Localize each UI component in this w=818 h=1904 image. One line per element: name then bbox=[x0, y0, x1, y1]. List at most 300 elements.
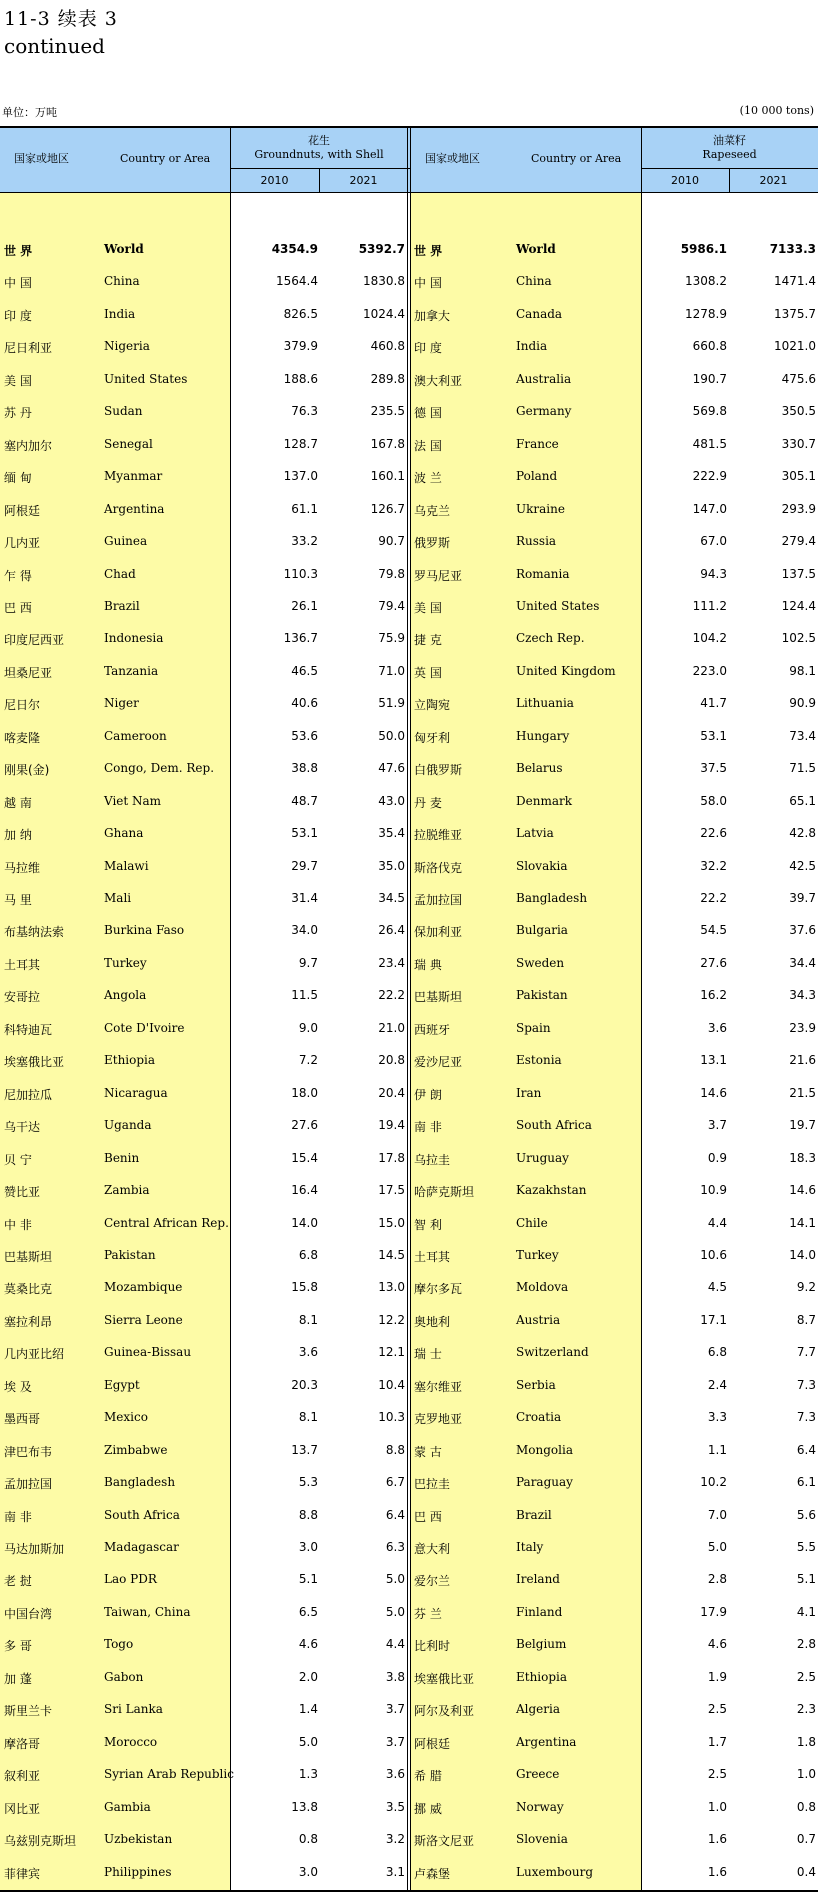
cell-rapeseed-2021: 14.1 bbox=[789, 1215, 816, 1230]
cell-groundnuts-2021: 22.2 bbox=[378, 988, 405, 1003]
cell-country-cn: 马达加斯加 bbox=[4, 1542, 65, 1556]
cell-rapeseed-2021: 8.7 bbox=[796, 1312, 816, 1327]
cell-country-cn: 巴基斯坦 bbox=[4, 1249, 53, 1264]
table-row bbox=[0, 1076, 818, 1108]
cell-country-cn: 埃塞俄比亚 bbox=[4, 1055, 65, 1070]
cell-country-en: Chad bbox=[104, 566, 136, 581]
cell-rapeseed-2010: 1.1 bbox=[707, 1442, 727, 1457]
cell-country-cn: 巴基斯坦 bbox=[414, 990, 463, 1005]
cell-rapeseed-2010: 17.1 bbox=[700, 1312, 727, 1327]
table-row bbox=[0, 329, 818, 361]
cell-country-en: India bbox=[104, 306, 136, 321]
cell-groundnuts-2010: 38.8 bbox=[291, 761, 318, 776]
cell-rapeseed-2010: 58.0 bbox=[700, 793, 727, 808]
table-row bbox=[0, 1660, 818, 1692]
cell-country-cn: 立陶宛 bbox=[414, 698, 451, 713]
cell-country-cn: 乌干达 bbox=[4, 1120, 41, 1135]
cell-country-cn: 土耳其 bbox=[4, 957, 41, 972]
cell-rapeseed-2010: 7.0 bbox=[707, 1507, 727, 1522]
cell-rapeseed-2010: 481.5 bbox=[692, 436, 727, 451]
cell-country-en: Sudan bbox=[104, 404, 143, 419]
cell-country-en: Tanzania bbox=[104, 663, 159, 678]
cell-country-cn: 世 界 bbox=[414, 244, 443, 258]
cell-rapeseed-2010: 27.6 bbox=[700, 955, 727, 970]
table-row bbox=[0, 394, 818, 426]
cell-country-en: Ireland bbox=[516, 1572, 560, 1587]
cell-country-cn: 莫桑比克 bbox=[4, 1282, 53, 1297]
cell-country-cn: 伊 朗 bbox=[414, 1087, 442, 1102]
cell-groundnuts-2021: 6.4 bbox=[385, 1507, 405, 1522]
cell-country-cn: 瑞 典 bbox=[414, 957, 442, 972]
table-row bbox=[0, 1011, 818, 1043]
cell-country-cn: 摩洛哥 bbox=[4, 1736, 41, 1751]
cell-rapeseed-2010: 94.3 bbox=[700, 566, 727, 581]
cell-rapeseed-2021: 18.3 bbox=[789, 1150, 816, 1165]
cell-groundnuts-2010: 128.7 bbox=[283, 436, 318, 451]
cell-groundnuts-2021: 50.0 bbox=[378, 728, 405, 743]
cell-rapeseed-2010: 1.9 bbox=[707, 1669, 727, 1684]
cell-groundnuts-2010: 15.4 bbox=[291, 1150, 318, 1165]
cell-country-cn: 埃 及 bbox=[4, 1379, 32, 1394]
cell-country-en: Brazil bbox=[516, 1507, 552, 1522]
cell-country-en: Turkey bbox=[516, 1247, 559, 1262]
cell-rapeseed-2010: 32.2 bbox=[700, 858, 727, 873]
header-country-en-left: Country or Area bbox=[120, 152, 211, 165]
header-groundnuts-en: Groundnuts, with Shell bbox=[254, 148, 384, 161]
cell-country-cn: 斯洛伐克 bbox=[414, 860, 463, 875]
table-row bbox=[0, 1498, 818, 1530]
cell-country-cn: 摩尔多瓦 bbox=[414, 1282, 463, 1297]
cell-country-cn: 哈萨克斯坦 bbox=[414, 1185, 475, 1200]
cell-country-en: Ethiopia bbox=[104, 1053, 156, 1068]
cell-rapeseed-2021: 7.7 bbox=[796, 1345, 816, 1360]
cell-country-cn: 巴 西 bbox=[4, 600, 32, 615]
table-row bbox=[0, 1173, 818, 1205]
cell-country-en: Pakistan bbox=[104, 1247, 156, 1262]
cell-groundnuts-2010: 379.9 bbox=[283, 339, 318, 354]
cell-country-cn: 爱沙尼亚 bbox=[414, 1055, 463, 1070]
cell-country-en: Argentina bbox=[516, 1734, 577, 1749]
table-row bbox=[0, 978, 818, 1010]
cell-country-en: Lithuania bbox=[516, 696, 574, 711]
cell-groundnuts-2021: 79.8 bbox=[378, 566, 405, 581]
cell-country-cn: 俄罗斯 bbox=[414, 536, 451, 551]
table-row bbox=[0, 1465, 818, 1497]
cell-rapeseed-2021: 42.8 bbox=[789, 826, 816, 841]
cell-country-en: Poland bbox=[516, 469, 558, 484]
header-bottom-rule bbox=[0, 192, 818, 193]
cell-rapeseed-2010: 223.0 bbox=[692, 663, 727, 678]
cell-groundnuts-2021: 10.4 bbox=[378, 1377, 405, 1392]
cell-country-cn: 苏 丹 bbox=[4, 406, 32, 421]
cell-groundnuts-2010: 8.8 bbox=[298, 1507, 318, 1522]
cell-country-cn: 尼日利亚 bbox=[4, 341, 53, 356]
table-row bbox=[0, 1335, 818, 1367]
cell-country-cn: 捷 克 bbox=[414, 633, 442, 648]
cell-groundnuts-2021: 15.0 bbox=[378, 1215, 405, 1230]
table-row bbox=[0, 1855, 818, 1887]
header-year-2021-left: 2021 bbox=[349, 174, 378, 187]
table-row bbox=[0, 1433, 818, 1465]
cell-country-cn: 白俄罗斯 bbox=[414, 763, 463, 778]
cell-country-en: Uzbekistan bbox=[104, 1832, 173, 1847]
cell-groundnuts-2010: 5.1 bbox=[298, 1572, 318, 1587]
cell-groundnuts-2021: 17.5 bbox=[378, 1183, 405, 1198]
cell-country-cn: 挪 威 bbox=[414, 1801, 442, 1816]
cell-rapeseed-2010: 569.8 bbox=[692, 404, 727, 419]
cell-country-cn: 津巴布韦 bbox=[4, 1444, 53, 1459]
cell-country-en: Myanmar bbox=[104, 469, 163, 484]
cell-country-en: Italy bbox=[516, 1540, 544, 1554]
cell-country-en: Gambia bbox=[104, 1799, 151, 1814]
cell-rapeseed-2021: 2.8 bbox=[796, 1637, 816, 1652]
cell-rapeseed-2021: 34.4 bbox=[789, 955, 816, 970]
cell-rapeseed-2010: 10.6 bbox=[700, 1247, 727, 1262]
cell-rapeseed-2021: 0.8 bbox=[796, 1799, 816, 1814]
cell-groundnuts-2010: 1.3 bbox=[298, 1767, 318, 1782]
cell-country-en: United States bbox=[516, 598, 600, 613]
cell-country-en: Uganda bbox=[104, 1118, 152, 1133]
cell-country-en: Guinea-Bissau bbox=[104, 1345, 192, 1360]
cell-rapeseed-2021: 1471.4 bbox=[774, 274, 816, 289]
cell-country-cn: 斯洛文尼亚 bbox=[414, 1834, 475, 1849]
cell-country-cn: 多 哥 bbox=[4, 1639, 32, 1654]
cell-groundnuts-2021: 26.4 bbox=[378, 923, 405, 938]
cell-country-cn: 拉脱维亚 bbox=[414, 828, 463, 843]
cell-country-en: Zimbabwe bbox=[104, 1442, 168, 1457]
cell-country-en: Sri Lanka bbox=[104, 1702, 163, 1717]
cell-groundnuts-2010: 3.0 bbox=[298, 1540, 318, 1554]
cell-rapeseed-2021: 65.1 bbox=[789, 793, 816, 808]
cell-groundnuts-2021: 4.4 bbox=[385, 1637, 405, 1652]
cell-rapeseed-2021: 137.5 bbox=[781, 566, 816, 581]
cell-groundnuts-2010: 9.0 bbox=[298, 1020, 318, 1035]
cell-groundnuts-2021: 160.1 bbox=[370, 469, 405, 484]
cell-groundnuts-2021: 3.7 bbox=[385, 1702, 405, 1717]
cell-rapeseed-2021: 1.0 bbox=[796, 1767, 816, 1782]
cell-rapeseed-2021: 279.4 bbox=[781, 534, 816, 549]
cell-groundnuts-2021: 3.8 bbox=[385, 1669, 405, 1684]
cell-groundnuts-2010: 13.7 bbox=[291, 1442, 318, 1457]
cell-groundnuts-2010: 8.1 bbox=[298, 1312, 318, 1327]
cell-country-cn: 科特迪瓦 bbox=[4, 1022, 53, 1037]
cell-rapeseed-2021: 0.7 bbox=[796, 1832, 816, 1847]
cell-country-en: Viet Nam bbox=[104, 793, 162, 808]
cell-country-cn: 加拿大 bbox=[414, 308, 451, 323]
cell-rapeseed-2010: 1.6 bbox=[707, 1832, 727, 1847]
cell-groundnuts-2010: 188.6 bbox=[283, 371, 318, 386]
cell-country-cn: 尼日尔 bbox=[4, 698, 41, 713]
cell-rapeseed-2010: 5.0 bbox=[707, 1540, 727, 1554]
cell-groundnuts-2010: 110.3 bbox=[283, 566, 318, 581]
cell-rapeseed-2010: 2.5 bbox=[707, 1767, 727, 1782]
cell-country-en: Serbia bbox=[516, 1377, 556, 1392]
cell-country-en: Malawi bbox=[104, 858, 149, 873]
table-row bbox=[0, 1043, 818, 1075]
cell-country-cn: 乌拉圭 bbox=[414, 1152, 451, 1167]
cell-rapeseed-2021: 14.0 bbox=[789, 1247, 816, 1262]
cell-rapeseed-2010: 54.5 bbox=[700, 923, 727, 938]
cell-country-cn: 波 兰 bbox=[414, 471, 442, 486]
cell-groundnuts-2010: 53.1 bbox=[291, 826, 318, 841]
cell-groundnuts-2010: 137.0 bbox=[283, 469, 318, 484]
cell-country-en: South Africa bbox=[516, 1118, 592, 1133]
data-table bbox=[0, 126, 818, 1892]
cell-groundnuts-2021: 5.0 bbox=[385, 1604, 405, 1619]
cell-rapeseed-2021: 14.6 bbox=[789, 1183, 816, 1198]
cell-rapeseed-2010: 22.6 bbox=[700, 826, 727, 841]
table-row bbox=[0, 1627, 818, 1659]
cell-rapeseed-2010: 147.0 bbox=[692, 501, 727, 516]
cell-country-en: Hungary bbox=[516, 728, 570, 743]
cell-country-en: Madagascar bbox=[104, 1540, 179, 1554]
cell-country-en: Central African Rep. bbox=[104, 1215, 229, 1230]
table-number-title: 11-3 续表 3 bbox=[4, 8, 118, 30]
cell-rapeseed-2021: 2.3 bbox=[796, 1702, 816, 1717]
cell-rapeseed-2021: 90.9 bbox=[789, 696, 816, 711]
cell-country-en: Congo, Dem. Rep. bbox=[104, 761, 215, 776]
cell-groundnuts-2010: 13.8 bbox=[291, 1799, 318, 1814]
cell-country-cn: 加 蓬 bbox=[4, 1671, 32, 1686]
cell-groundnuts-2010: 14.0 bbox=[291, 1215, 318, 1230]
cell-rapeseed-2021: 330.7 bbox=[781, 436, 816, 451]
cell-rapeseed-2021: 21.5 bbox=[789, 1085, 816, 1100]
cell-groundnuts-2010: 20.3 bbox=[291, 1377, 318, 1392]
cell-rapeseed-2021: 19.7 bbox=[789, 1118, 816, 1133]
header-year-2021-right: 2021 bbox=[759, 174, 788, 187]
cell-rapeseed-2010: 3.6 bbox=[707, 1020, 727, 1035]
cell-country-en: France bbox=[516, 436, 559, 451]
cell-rapeseed-2010: 4.4 bbox=[707, 1215, 727, 1230]
table-row bbox=[0, 1725, 818, 1757]
cell-country-cn: 墨西哥 bbox=[4, 1412, 41, 1427]
cell-country-en: Germany bbox=[516, 404, 572, 419]
cell-rapeseed-2021: 475.6 bbox=[781, 371, 816, 386]
cell-country-en: Sweden bbox=[516, 955, 565, 970]
cell-groundnuts-2021: 43.0 bbox=[378, 793, 405, 808]
cell-rapeseed-2021: 71.5 bbox=[789, 761, 816, 776]
cell-groundnuts-2010: 7.2 bbox=[298, 1053, 318, 1068]
cell-rapeseed-2021: 39.7 bbox=[789, 891, 816, 905]
table-row bbox=[0, 232, 818, 264]
cell-country-cn: 斯里兰卡 bbox=[4, 1704, 53, 1719]
cell-rapeseed-2010: 1.6 bbox=[707, 1864, 727, 1879]
cell-country-en: Estonia bbox=[516, 1053, 562, 1068]
cell-groundnuts-2010: 1564.4 bbox=[276, 274, 318, 289]
cell-rapeseed-2010: 3.7 bbox=[707, 1118, 727, 1133]
cell-groundnuts-2021: 1830.8 bbox=[363, 274, 405, 289]
header-year-2010-left: 2010 bbox=[260, 174, 289, 187]
cell-country-cn: 世 界 bbox=[4, 244, 33, 258]
cell-rapeseed-2010: 1.0 bbox=[707, 1799, 727, 1814]
cell-country-en: Turkey bbox=[104, 955, 147, 970]
continued-label: continued bbox=[4, 34, 105, 58]
cell-country-en: Russia bbox=[516, 534, 557, 549]
cell-country-cn: 马 里 bbox=[4, 893, 32, 907]
cell-groundnuts-2010: 9.7 bbox=[298, 955, 318, 970]
cell-country-cn: 刚果(金) bbox=[4, 763, 50, 778]
cell-rapeseed-2010: 5986.1 bbox=[680, 242, 727, 256]
header-rapeseed-cn: 油菜籽 bbox=[713, 134, 746, 147]
cell-country-en: Moldova bbox=[516, 1280, 569, 1295]
table-row bbox=[0, 816, 818, 848]
table-row bbox=[0, 719, 818, 751]
cell-country-en: Ethiopia bbox=[516, 1669, 568, 1684]
cell-country-en: World bbox=[516, 242, 556, 256]
table-row bbox=[0, 1270, 818, 1302]
unit-label-en: (10 000 tons) bbox=[739, 104, 814, 117]
cell-groundnuts-2010: 4354.9 bbox=[271, 242, 318, 256]
cell-country-en: Togo bbox=[104, 1637, 134, 1652]
cell-country-en: Ukraine bbox=[516, 501, 565, 516]
cell-rapeseed-2021: 9.2 bbox=[796, 1280, 816, 1295]
cell-groundnuts-2021: 3.1 bbox=[385, 1864, 405, 1879]
cell-country-cn: 匈牙利 bbox=[414, 730, 451, 745]
cell-groundnuts-2010: 76.3 bbox=[291, 404, 318, 419]
cell-country-en: United Kingdom bbox=[516, 663, 616, 678]
cell-rapeseed-2021: 7.3 bbox=[796, 1410, 816, 1425]
cell-country-en: Nigeria bbox=[104, 339, 150, 354]
cell-country-cn: 孟加拉国 bbox=[4, 1477, 53, 1492]
cell-rapeseed-2021: 4.1 bbox=[796, 1604, 816, 1619]
cell-rapeseed-2021: 7.3 bbox=[796, 1377, 816, 1392]
cell-country-en: Syrian Arab Republic bbox=[104, 1767, 234, 1782]
cell-country-en: Mozambique bbox=[104, 1280, 183, 1295]
cell-groundnuts-2010: 46.5 bbox=[291, 663, 318, 678]
cell-groundnuts-2021: 35.4 bbox=[378, 826, 405, 841]
cell-rapeseed-2010: 10.2 bbox=[700, 1475, 727, 1490]
cell-country-en: Guinea bbox=[104, 534, 148, 549]
cell-country-en: India bbox=[516, 339, 548, 354]
cell-country-cn: 印度尼西亚 bbox=[4, 633, 65, 648]
cell-country-en: China bbox=[516, 274, 552, 289]
cell-groundnuts-2021: 17.8 bbox=[378, 1150, 405, 1165]
cell-country-en: China bbox=[104, 274, 140, 289]
table-row bbox=[0, 557, 818, 589]
cell-country-cn: 保加利亚 bbox=[414, 925, 463, 940]
table-row bbox=[0, 1790, 818, 1822]
cell-country-cn: 美 国 bbox=[414, 600, 442, 615]
cell-country-cn: 罗马尼亚 bbox=[414, 568, 463, 583]
cell-country-cn: 芬 兰 bbox=[414, 1606, 442, 1621]
cell-country-en: Philippines bbox=[104, 1864, 172, 1879]
table-row bbox=[0, 524, 818, 556]
cell-groundnuts-2021: 460.8 bbox=[370, 339, 405, 354]
cell-groundnuts-2010: 40.6 bbox=[291, 696, 318, 711]
cell-country-cn: 布基纳法索 bbox=[4, 925, 65, 940]
table-row bbox=[0, 1141, 818, 1173]
cell-country-cn: 菲律宾 bbox=[4, 1866, 41, 1881]
cell-country-cn: 塞尔维亚 bbox=[414, 1379, 463, 1394]
cell-groundnuts-2010: 31.4 bbox=[291, 891, 318, 905]
cell-country-cn: 奥地利 bbox=[414, 1314, 451, 1329]
cell-country-en: Austria bbox=[516, 1312, 561, 1327]
cell-rapeseed-2021: 34.3 bbox=[789, 988, 816, 1003]
cell-country-en: Cote D'Ivoire bbox=[104, 1020, 185, 1035]
cell-groundnuts-2021: 5.0 bbox=[385, 1572, 405, 1587]
cell-country-cn: 老 挝 bbox=[4, 1574, 32, 1589]
cell-groundnuts-2010: 8.1 bbox=[298, 1410, 318, 1425]
cell-country-cn: 智 利 bbox=[414, 1217, 442, 1232]
cell-country-cn: 蒙 古 bbox=[414, 1444, 442, 1459]
cell-rapeseed-2010: 1308.2 bbox=[685, 274, 727, 289]
cell-country-cn: 塞内加尔 bbox=[4, 438, 53, 453]
cell-country-cn: 加 纳 bbox=[4, 828, 32, 843]
cell-groundnuts-2021: 21.0 bbox=[378, 1020, 405, 1035]
header-rapeseed-en: Rapeseed bbox=[702, 148, 757, 161]
cell-rapeseed-2021: 42.5 bbox=[789, 858, 816, 873]
table-row bbox=[0, 1757, 818, 1789]
cell-groundnuts-2021: 126.7 bbox=[370, 501, 405, 516]
cell-country-cn: 几内亚 bbox=[4, 536, 41, 551]
cell-rapeseed-2010: 37.5 bbox=[700, 761, 727, 776]
cell-rapeseed-2021: 293.9 bbox=[781, 501, 816, 516]
cell-country-cn: 南 非 bbox=[414, 1120, 442, 1135]
cell-country-en: World bbox=[104, 242, 144, 256]
cell-groundnuts-2021: 3.7 bbox=[385, 1734, 405, 1749]
cell-country-en: Cameroon bbox=[104, 728, 167, 743]
cell-groundnuts-2021: 3.6 bbox=[385, 1767, 405, 1782]
table-row bbox=[0, 264, 818, 296]
cell-country-cn: 安哥拉 bbox=[4, 990, 41, 1005]
bottom-rule bbox=[0, 1890, 818, 1892]
cell-country-en: Switzerland bbox=[516, 1345, 589, 1360]
cell-country-cn: 印 度 bbox=[414, 341, 442, 356]
cell-rapeseed-2010: 2.4 bbox=[707, 1377, 727, 1392]
table-row bbox=[0, 1303, 818, 1335]
table-row bbox=[0, 492, 818, 524]
cell-rapeseed-2010: 17.9 bbox=[700, 1604, 727, 1619]
cell-country-cn: 比利时 bbox=[414, 1639, 451, 1654]
cell-country-cn: 乌兹别克斯坦 bbox=[4, 1834, 77, 1849]
cell-country-en: United States bbox=[104, 371, 188, 386]
cell-country-cn: 南 非 bbox=[4, 1509, 32, 1524]
table-row bbox=[0, 1692, 818, 1724]
cell-rapeseed-2021: 6.4 bbox=[796, 1442, 816, 1457]
cell-country-en: Ghana bbox=[104, 826, 144, 841]
cell-rapeseed-2010: 2.8 bbox=[707, 1572, 727, 1587]
cell-country-cn: 赞比亚 bbox=[4, 1185, 41, 1200]
cell-country-cn: 马拉维 bbox=[4, 860, 41, 875]
cell-country-cn: 德 国 bbox=[414, 406, 442, 421]
cell-rapeseed-2021: 1021.0 bbox=[774, 339, 816, 354]
cell-rapeseed-2010: 41.7 bbox=[700, 696, 727, 711]
cell-country-en: Finland bbox=[516, 1604, 563, 1619]
header-country-cn-left: 国家或地区 bbox=[14, 152, 69, 165]
cell-groundnuts-2021: 79.4 bbox=[378, 598, 405, 613]
table-row bbox=[0, 1822, 818, 1854]
cell-country-en: Croatia bbox=[516, 1410, 562, 1425]
cell-groundnuts-2021: 47.6 bbox=[378, 761, 405, 776]
cell-rapeseed-2010: 53.1 bbox=[700, 728, 727, 743]
cell-rapeseed-2021: 73.4 bbox=[789, 728, 816, 743]
cell-rapeseed-2010: 111.2 bbox=[692, 598, 727, 613]
cell-country-cn: 克罗地亚 bbox=[414, 1412, 463, 1427]
cell-country-cn: 法 国 bbox=[414, 438, 442, 453]
cell-rapeseed-2010: 2.5 bbox=[707, 1702, 727, 1717]
cell-country-cn: 越 南 bbox=[4, 795, 32, 810]
cell-groundnuts-2021: 3.2 bbox=[385, 1832, 405, 1847]
cell-groundnuts-2010: 3.6 bbox=[298, 1345, 318, 1360]
cell-groundnuts-2021: 5392.7 bbox=[358, 242, 405, 256]
cell-groundnuts-2010: 18.0 bbox=[291, 1085, 318, 1100]
cell-country-en: Romania bbox=[516, 566, 570, 581]
cell-groundnuts-2010: 5.0 bbox=[298, 1734, 318, 1749]
cell-groundnuts-2021: 3.5 bbox=[385, 1799, 405, 1814]
cell-groundnuts-2010: 15.8 bbox=[291, 1280, 318, 1295]
cell-country-en: Slovenia bbox=[516, 1832, 568, 1847]
cell-groundnuts-2010: 61.1 bbox=[291, 501, 318, 516]
